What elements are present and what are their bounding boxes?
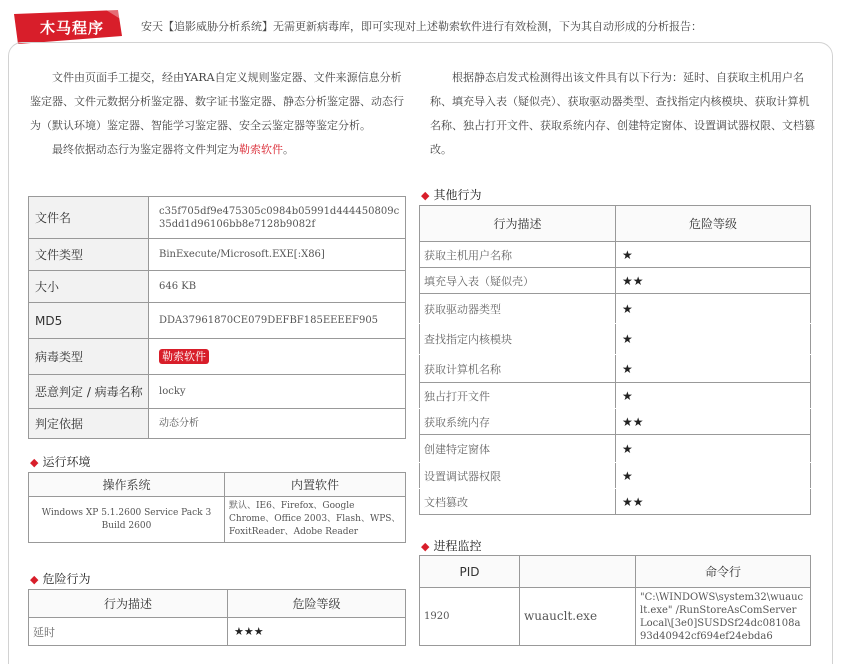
column-header: 命令行	[636, 556, 811, 588]
file-info-key: 恶意判定 / 病毒名称	[29, 375, 149, 409]
risk-level: ★★	[616, 489, 811, 515]
table-row	[420, 588, 811, 646]
behavior-desc: 填充导入表（疑似壳）	[420, 268, 616, 294]
category-tag-label: 木马程序	[40, 19, 105, 37]
bullet-icon: ◆	[421, 540, 430, 553]
behavior-desc: 文档篡改	[420, 489, 616, 515]
risk-level: ★★★	[228, 618, 406, 646]
risk-level: ★★	[616, 409, 811, 435]
behavior-desc: 独占打开文件	[420, 383, 616, 409]
behavior-desc: 设置调试器权限	[420, 463, 616, 489]
risk-table	[28, 589, 406, 646]
table-row	[29, 339, 406, 375]
risk-level: ★	[616, 383, 811, 409]
file-info-value: DDA37961870CE079DEFBF185EEEEF905	[149, 303, 406, 339]
report-header-text: 安天【追影威胁分析系统】无需更新病毒库，即可实现对上述勒索软件进行有效检测，下为其自动形成的分析报告：	[141, 20, 702, 33]
risk-level: ★	[616, 355, 811, 383]
file-info-value	[149, 339, 406, 375]
file-info-value: 646 KB	[149, 271, 406, 303]
bullet-icon: ◆	[30, 573, 39, 586]
risk-level: ★	[616, 294, 811, 324]
table-row	[29, 497, 406, 543]
section-title-other	[421, 186, 481, 203]
table-header-row	[29, 590, 406, 618]
column-header: 危险等级	[616, 206, 811, 242]
file-info-key: 判定依据	[29, 409, 149, 439]
behavior-desc: 获取系统内存	[420, 409, 616, 435]
table-row	[29, 303, 406, 339]
risk-level: ★	[616, 463, 811, 489]
behavior-desc: 获取驱动器类型	[420, 294, 616, 324]
table-row	[420, 294, 811, 324]
software-value: 默认、IE6、Firefox、Google Chrome、Office 2003、Flash、WPS、FoxitReader、Adobe Reader	[225, 497, 406, 543]
risk-level: ★	[616, 324, 811, 355]
bullet-icon: ◆	[30, 456, 39, 469]
behavior-desc: 创建特定窗体	[420, 435, 616, 463]
file-info-key: 大小	[29, 271, 149, 303]
section-title-env-label: 运行环境	[42, 455, 91, 469]
intro-paragraph-1: 文件由页面手工提交，经由YARA自定义规则鉴定器、文件来源信息分析鉴定器、文件元数据分析鉴定器、数字证书鉴定器、静态分析鉴定器、动态行为（默认环境）鉴定器、智能学习鉴定器、安全云鉴定器等鉴定分析。	[30, 71, 404, 132]
table-header-row	[29, 473, 406, 497]
table-row	[29, 239, 406, 271]
command-line: "C:\WINDOWS\system32\wuauclt.exe" /RunStoreAsComServer Local\[3e0]SUSDSf24dc08108a93d40942cf694ef24ebda6	[636, 588, 811, 646]
column-header: 行为描述	[420, 206, 616, 242]
table-row	[29, 409, 406, 439]
table-row	[29, 618, 406, 646]
section-title-risk-label: 危险行为	[42, 572, 91, 586]
process-name: wuauclt.exe	[520, 588, 636, 646]
section-title-process-label: 进程监控	[433, 539, 482, 553]
table-row	[420, 355, 811, 383]
file-info-value: 动态分析	[149, 409, 406, 439]
table-row	[420, 324, 811, 355]
table-header-row	[420, 556, 811, 588]
behavior-desc: 延时	[29, 618, 228, 646]
file-info-value: locky	[149, 375, 406, 409]
column-header	[520, 556, 636, 588]
file-info-key: 文件名	[29, 197, 149, 239]
file-info-table	[28, 196, 406, 439]
table-row	[420, 383, 811, 409]
table-row	[29, 271, 406, 303]
process-table	[419, 555, 811, 646]
column-header: 行为描述	[29, 590, 228, 618]
category-tag	[14, 10, 122, 44]
file-info-value: c35f705df9e475305c0984b05991d444450809c35dd1d96106bb8e7128b9082f	[149, 197, 406, 239]
table-row	[420, 409, 811, 435]
intro-paragraph-2	[30, 138, 405, 162]
pid-value: 1920	[420, 588, 520, 646]
table-row	[420, 268, 811, 294]
file-info-key: 文件类型	[29, 239, 149, 271]
section-title-env	[30, 453, 90, 470]
verdict-highlight: 勒索软件	[239, 143, 283, 156]
risk-level: ★	[616, 435, 811, 463]
table-row	[29, 197, 406, 239]
intro-p2-prefix: 最终依据动态行为鉴定器将文件判定为	[52, 143, 239, 156]
section-title-process	[421, 537, 481, 554]
column-header: 内置软件	[225, 473, 406, 497]
behavior-desc: 获取计算机名称	[420, 355, 616, 383]
intro-p2-suffix: 。	[283, 143, 294, 156]
file-info-key: 病毒类型	[29, 339, 149, 375]
risk-level: ★★	[616, 268, 811, 294]
virus-type-badge: 勒索软件	[159, 349, 209, 364]
os-value: Windows XP 5.1.2600 Service Pack 3 Build 2600	[29, 497, 225, 543]
table-row	[420, 435, 811, 463]
table-row	[420, 489, 811, 515]
table-header-row	[420, 206, 811, 242]
intro-right: 根据静态启发式检测得出该文件具有以下行为：延时、自获取主机用户名称、填充导入表（疑似壳）、获取驱动器类型、查找指定内核模块、获取计算机名称、独占打开文件、获取系统内存、创建特定窗体、设置调试器权限、文档篡改。	[430, 71, 815, 156]
other-behavior-table	[419, 205, 811, 515]
section-title-risk	[30, 570, 90, 587]
intro-left	[30, 66, 405, 162]
table-row	[29, 375, 406, 409]
file-info-value: BinExecute/Microsoft.EXE[:X86]	[149, 239, 406, 271]
file-info-key: MD5	[29, 303, 149, 339]
table-row	[420, 242, 811, 268]
table-row	[420, 463, 811, 489]
risk-level: ★	[616, 242, 811, 268]
behavior-desc: 查找指定内核模块	[420, 324, 616, 355]
column-header: 危险等级	[228, 590, 406, 618]
env-table	[28, 472, 406, 543]
behavior-desc: 获取主机用户名称	[420, 242, 616, 268]
bullet-icon: ◆	[421, 189, 430, 202]
section-title-other-label: 其他行为	[433, 188, 482, 202]
column-header: PID	[420, 556, 520, 588]
column-header: 操作系统	[29, 473, 225, 497]
